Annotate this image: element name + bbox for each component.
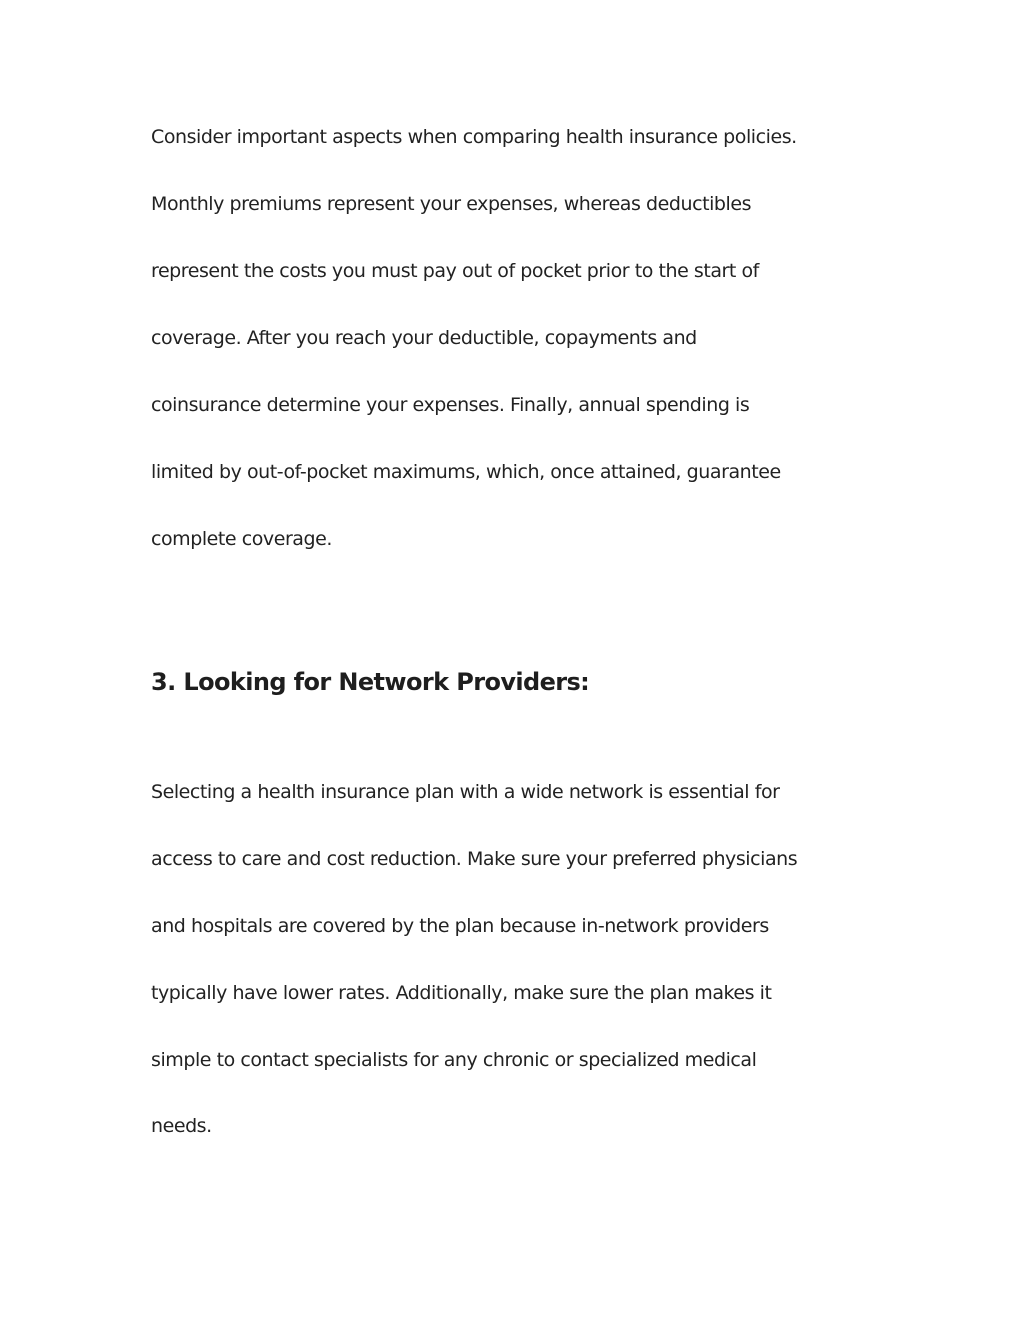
- paragraph-line: Monthly premiums represent your expenses, whereas deductibles: [151, 193, 752, 215]
- paragraph-line: access to care and cost reduction. Make sure your preferred physicians: [151, 848, 798, 870]
- paragraph-line: Consider important aspects when comparing health insurance policies.: [151, 126, 797, 148]
- paragraph-line: simple to contact specialists for any chronic or specialized medical: [151, 1049, 757, 1071]
- paragraph-line: represent the costs you must pay out of pocket prior to the start of: [151, 260, 759, 282]
- paragraph-line: complete coverage.: [151, 528, 332, 550]
- paragraph-line: needs.: [151, 1115, 212, 1137]
- paragraph-line: and hospitals are covered by the plan because in-network providers: [151, 915, 769, 937]
- paragraph-line: typically have lower rates. Additionally, make sure the plan makes it: [151, 982, 772, 1004]
- section-heading: 3. Looking for Network Providers:: [151, 668, 590, 696]
- paragraph-line: coinsurance determine your expenses. Finally, annual spending is: [151, 394, 750, 416]
- paragraph-line: coverage. After you reach your deductible, copayments and: [151, 327, 697, 349]
- paragraph-line: Selecting a health insurance plan with a wide network is essential for: [151, 781, 780, 803]
- paragraph-line: limited by out-of-pocket maximums, which, once attained, guarantee: [151, 461, 781, 483]
